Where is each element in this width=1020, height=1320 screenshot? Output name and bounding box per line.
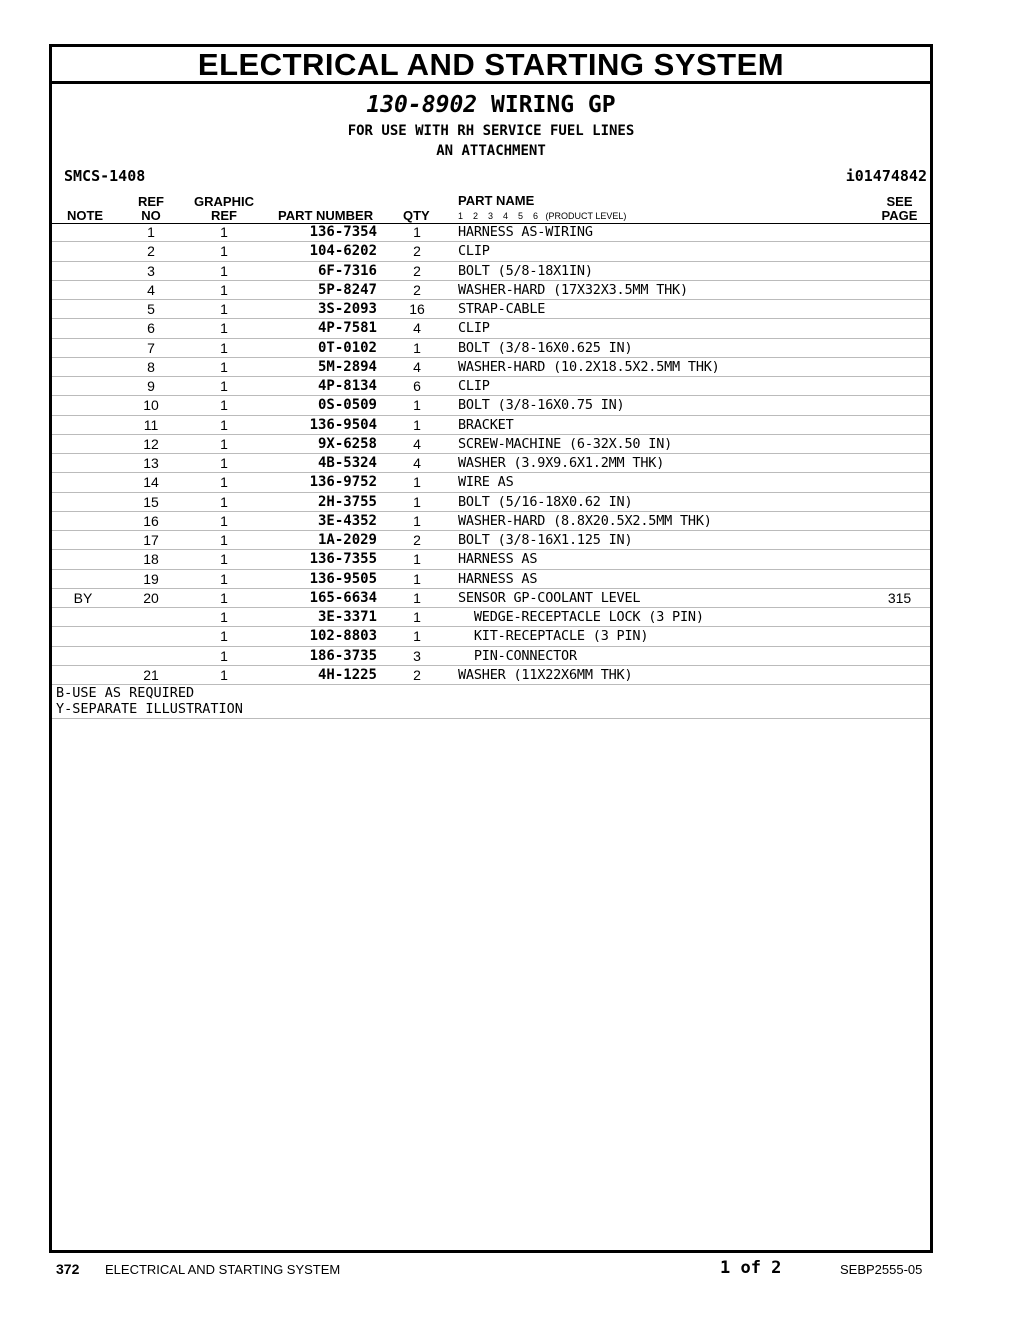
graphic-ref-cell: 1 <box>220 647 228 664</box>
smcs-code: SMCS-1408 <box>64 167 146 185</box>
graphic-ref-cell: 1 <box>220 262 228 279</box>
qty-cell: 1 <box>413 512 421 529</box>
part-name-cell: HARNESS AS <box>458 570 538 587</box>
graphic-ref-cell: 1 <box>220 281 228 298</box>
table-row <box>52 300 930 319</box>
table-row <box>52 647 930 666</box>
qty-cell: 1 <box>413 474 421 491</box>
footer-section: ELECTRICAL AND STARTING SYSTEM <box>105 1262 341 1277</box>
footer-doc-id: SEBP2555-05 <box>840 1262 923 1277</box>
note-legend-line: Y-SEPARATE ILLUSTRATION <box>56 700 243 717</box>
table-row <box>52 608 930 627</box>
graphic-ref-cell: 1 <box>220 609 228 625</box>
graphic-ref-cell: 1 <box>220 435 228 452</box>
graphic-ref-cell: 1 <box>220 589 228 606</box>
part-name-cell: BOLT (3/8-16X1.125 IN) <box>458 532 633 548</box>
graphic-ref-cell: 1 <box>220 512 228 529</box>
qty-cell: 1 <box>413 339 421 356</box>
ref-no-cell: 1 <box>147 224 155 240</box>
part-number-cell: 5P-8247 <box>317 281 377 298</box>
part-number-cell: 3S-2093 <box>317 301 377 317</box>
table-row <box>52 435 930 454</box>
part-name-cell: WASHER (11X22X6MM THK) <box>458 666 633 683</box>
part-name-cell: CLIP <box>458 320 490 337</box>
graphic-ref-cell: 1 <box>220 358 228 375</box>
part-number-cell: 4P-7581 <box>317 320 377 337</box>
notes-legend <box>52 685 930 719</box>
table-row <box>52 262 930 281</box>
part-number-cell: 165-6634 <box>309 589 377 606</box>
qty-cell: 1 <box>413 589 421 606</box>
graphic-ref-cell: 1 <box>220 493 228 510</box>
qty-cell: 4 <box>413 358 421 375</box>
footer-page-of: 1 of 2 <box>720 1258 782 1278</box>
part-number-cell: 104-6202 <box>309 243 377 260</box>
part-number-cell: 136-7354 <box>309 224 377 240</box>
group-title <box>52 92 930 118</box>
ref-no-cell: 12 <box>143 435 159 452</box>
part-name-cell: CLIP <box>458 378 490 394</box>
ref-no-cell: 10 <box>143 397 159 414</box>
qty-cell: 4 <box>413 435 421 452</box>
table-row <box>52 493 930 512</box>
ref-no-cell: 7 <box>147 339 155 356</box>
qty-cell: 1 <box>413 609 421 625</box>
ref-no-cell: 16 <box>143 512 159 529</box>
part-name-cell: BOLT (5/8-18X1IN) <box>458 262 593 279</box>
qty-cell: 1 <box>413 397 421 414</box>
part-name-cell: SCREW-MACHINE (6-32X.50 IN) <box>458 435 673 452</box>
qty-cell: 1 <box>413 628 421 645</box>
part-number-cell: 2H-3755 <box>317 493 377 510</box>
ref-no-cell: 3 <box>147 262 155 279</box>
table-row <box>52 473 930 492</box>
part-name-cell: HARNESS AS-WIRING <box>458 224 593 240</box>
ref-no-cell: 11 <box>143 416 159 433</box>
header-part-number: PART NUMBER <box>278 208 374 223</box>
part-name-cell: PIN-CONNECTOR <box>458 647 577 664</box>
part-number-cell: 136-9752 <box>309 474 377 491</box>
ref-no-cell: 15 <box>143 493 159 510</box>
header-ref-top: REF <box>138 194 164 209</box>
graphic-ref-cell: 1 <box>220 474 228 491</box>
part-name-cell: WASHER (3.9X9.6X1.2MM THK) <box>458 455 665 471</box>
qty-cell: 1 <box>413 224 421 240</box>
part-number-cell: 136-9504 <box>309 416 377 433</box>
qty-cell: 2 <box>413 281 421 298</box>
table-row <box>52 358 930 377</box>
see-page-cell: 315 <box>887 589 912 606</box>
part-name-cell: STRAP-CABLE <box>458 301 546 317</box>
description-line-1: FOR USE WITH RH SERVICE FUEL LINES <box>347 123 635 139</box>
part-name-cell: KIT-RECEPTACLE (3 PIN) <box>458 628 649 645</box>
ref-no-cell: 18 <box>143 551 159 568</box>
page-frame <box>49 44 933 1253</box>
table-row <box>52 454 930 473</box>
qty-cell: 4 <box>413 320 421 337</box>
graphic-ref-cell: 1 <box>220 320 228 337</box>
part-number-cell: 102-8803 <box>309 628 377 645</box>
ref-no-cell: 9 <box>147 378 155 394</box>
qty-cell: 2 <box>413 666 421 683</box>
header-graphic-bottom: REF <box>211 208 237 223</box>
ref-no-cell: 20 <box>143 589 159 606</box>
part-name-cell: BRACKET <box>458 416 514 433</box>
part-number-cell: 0T-0102 <box>317 339 377 356</box>
part-name-cell: WASHER-HARD (17X32X3.5MM THK) <box>458 281 688 298</box>
part-number-cell: 3E-4352 <box>317 512 377 529</box>
part-name-cell: CLIP <box>458 243 490 260</box>
qty-cell: 2 <box>413 262 421 279</box>
header-note: NOTE <box>66 208 104 223</box>
page-footer <box>0 1258 1020 1282</box>
description-line-2: AN ATTACHMENT <box>436 143 546 159</box>
group-part-number: 130-8902 <box>366 92 478 118</box>
qty-cell: 2 <box>413 532 421 548</box>
part-number-cell: 4B-5324 <box>317 455 377 471</box>
table-row <box>52 377 930 396</box>
header-qty: QTY <box>403 208 430 223</box>
part-number-cell: 136-7355 <box>309 551 377 568</box>
graphic-ref-cell: 1 <box>220 243 228 260</box>
graphic-ref-cell: 1 <box>220 532 228 548</box>
ref-no-cell: 17 <box>143 532 159 548</box>
table-row <box>52 627 930 646</box>
table-row <box>52 339 930 358</box>
part-name-cell: WASHER-HARD (10.2X18.5X2.5MM THK) <box>458 358 720 375</box>
part-name-cell: BOLT (3/8-16X0.625 IN) <box>458 339 633 356</box>
ref-no-cell: 21 <box>143 666 159 683</box>
graphic-ref-cell: 1 <box>220 378 228 394</box>
note-legend-line: B-USE AS REQUIRED <box>56 685 195 701</box>
qty-cell: 1 <box>413 493 421 510</box>
table-row <box>52 666 930 685</box>
part-name-cell: WEDGE-RECEPTACLE LOCK (3 PIN) <box>458 609 704 625</box>
qty-cell: 1 <box>413 551 421 568</box>
header-graphic-top: GRAPHIC <box>194 194 254 209</box>
qty-cell: 16 <box>409 301 425 317</box>
graphic-ref-cell: 1 <box>220 551 228 568</box>
table-row <box>52 550 930 569</box>
part-number-cell: 3E-3371 <box>317 609 377 625</box>
part-number-cell: 0S-0509 <box>317 397 377 414</box>
part-name-cell: SENSOR GP-COOLANT LEVEL <box>458 589 641 606</box>
part-number-cell: 4H-1225 <box>317 666 377 683</box>
qty-cell: 2 <box>413 243 421 260</box>
table-row <box>52 281 930 300</box>
table-row <box>52 396 930 415</box>
graphic-ref-cell: 1 <box>220 397 228 414</box>
table-header <box>52 191 930 224</box>
part-number-cell: 9X-6258 <box>317 435 377 452</box>
table-row <box>52 512 930 531</box>
part-number-cell: 1A-2029 <box>317 532 377 548</box>
graphic-ref-cell: 1 <box>220 628 228 645</box>
ref-no-cell: 6 <box>147 320 155 337</box>
graphic-ref-cell: 1 <box>220 455 228 471</box>
part-number-cell: 6F-7316 <box>317 262 377 279</box>
part-number-cell: 136-9505 <box>309 570 377 587</box>
group-name: WIRING GP <box>491 92 616 118</box>
header-part-name: PART NAME <box>458 193 535 208</box>
table-row <box>52 319 930 338</box>
header-see-top: SEE <box>886 194 913 209</box>
graphic-ref-cell: 1 <box>220 416 228 433</box>
ref-no-cell: 19 <box>143 570 159 587</box>
graphic-ref-cell: 1 <box>220 666 228 683</box>
ref-no-cell: 4 <box>147 281 155 298</box>
qty-cell: 1 <box>413 416 421 433</box>
footer-page-number: 372 <box>56 1261 80 1277</box>
table-row <box>52 242 930 261</box>
part-number-cell: 186-3735 <box>309 647 377 664</box>
qty-cell: 6 <box>413 378 421 394</box>
graphic-ref-cell: 1 <box>220 339 228 356</box>
part-name-cell: WIRE AS <box>458 474 514 491</box>
table-row <box>52 570 930 589</box>
table-row <box>52 589 930 608</box>
graphic-ref-cell: 1 <box>220 224 228 240</box>
part-number-cell: 5M-2894 <box>317 358 377 375</box>
part-name-cell: BOLT (3/8-16X0.75 IN) <box>458 397 625 414</box>
part-name-cell: BOLT (5/16-18X0.62 IN) <box>458 493 633 510</box>
qty-cell: 3 <box>413 647 421 664</box>
page-title: ELECTRICAL AND STARTING SYSTEM <box>52 47 930 84</box>
ref-no-cell: 5 <box>147 301 155 317</box>
qty-cell: 4 <box>413 455 421 471</box>
part-name-cell: WASHER-HARD (8.8X20.5X2.5MM THK) <box>458 512 712 529</box>
part-name-cell: HARNESS AS <box>458 551 538 568</box>
header-see-bottom: PAGE <box>881 208 918 223</box>
ref-no-cell: 13 <box>143 455 159 471</box>
header-ref-bottom: NO <box>141 208 161 223</box>
note-cell: BY <box>73 589 93 606</box>
qty-cell: 1 <box>413 570 421 587</box>
graphic-ref-cell: 1 <box>220 570 228 587</box>
illustration-id: i01474842 <box>845 167 927 185</box>
part-number-cell: 4P-8134 <box>317 378 377 394</box>
graphic-ref-cell: 1 <box>220 301 228 317</box>
header-product-level: 1 2 3 4 5 6 (PRODUCT LEVEL) <box>458 211 627 221</box>
table-row <box>52 223 930 242</box>
table-row <box>52 416 930 435</box>
ref-no-cell: 2 <box>147 243 155 260</box>
ref-no-cell: 14 <box>143 474 159 491</box>
parts-table <box>52 223 930 719</box>
table-row <box>52 531 930 550</box>
ref-no-cell: 8 <box>147 358 155 375</box>
